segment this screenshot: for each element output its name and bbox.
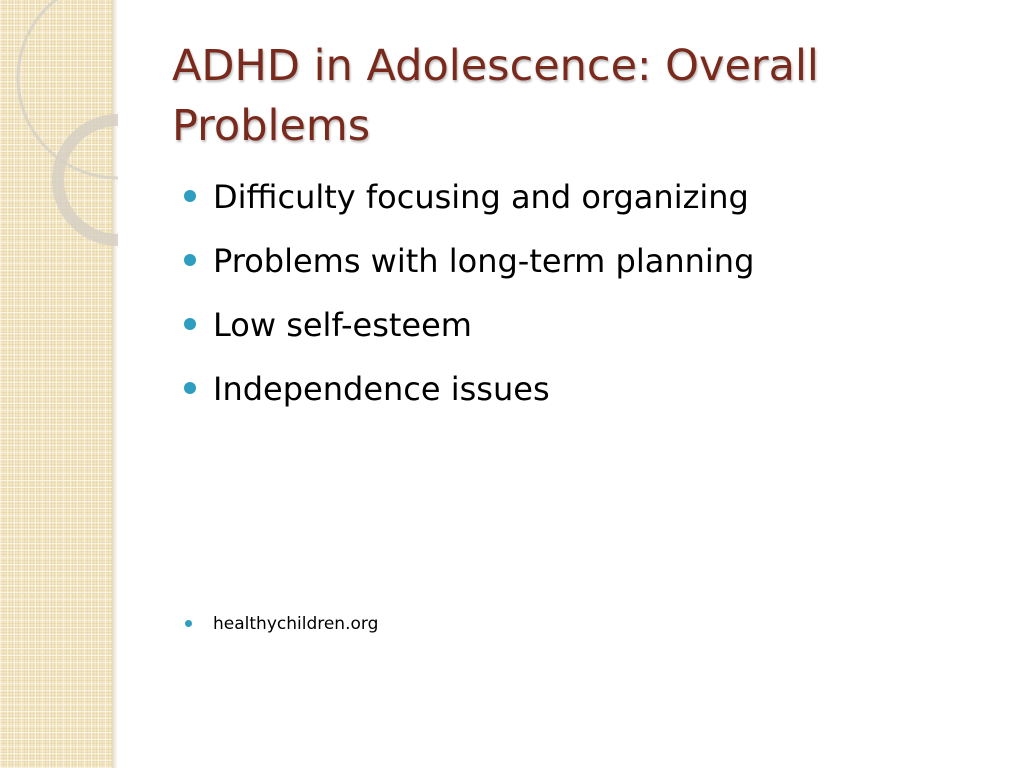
bullet-dot-icon [184,254,196,266]
bullet-dot-icon [185,620,192,627]
bullet-item [184,232,984,296]
bullet-list [184,168,984,424]
slide-title: ADHD in Adolescence: Overall Problems [172,41,819,151]
bullet-text: Problems with long-term planning [213,242,755,280]
bullet-item [184,168,984,232]
bullet-dot-icon [184,318,196,330]
bullet-text: Independence issues [213,370,550,408]
ring-decoration-icon [0,0,118,260]
bullet-dot-icon [184,190,196,202]
bullet-dot-icon [184,382,196,394]
bullet-text: Difficulty focusing and organizing [213,178,749,216]
source-citation [184,612,378,636]
bullet-item [184,296,984,360]
bullet-item [184,360,984,424]
bullet-text: Low self-esteem [213,306,472,344]
lower-ring [58,120,118,240]
source-text: healthychildren.org [213,614,379,634]
